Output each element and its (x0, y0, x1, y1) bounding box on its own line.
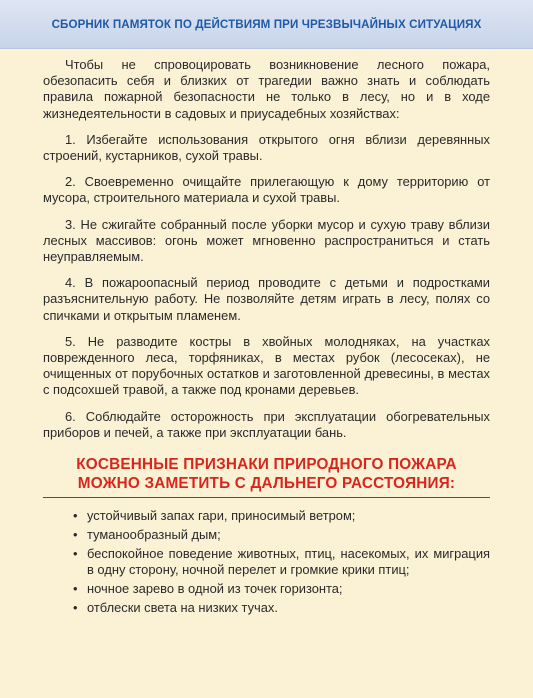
sign-text: ночное зарево в одной из точек горизонта; (87, 581, 343, 597)
list-item (43, 600, 490, 617)
rule-item: 5. Не разводите костры в хвойных молодняках, на участках поврежденного леса, торфяниках, в местах рубок (лесосеках), не очищенных от порубочных остатков и заготовленной древесины, в местах с подсохшей травой, а также под кронами деревьев. (43, 333, 490, 398)
bullet-icon: • (73, 600, 78, 616)
list-item (43, 527, 490, 544)
intro-paragraph: Чтобы не спровоцировать возникновение лесного пожара, обезопасить себя и близких от трагедии важно знать и соблюдать правила пожарной безопасности не только в лесу, но и в ходе жизнедеятельности в садовых и приусадебных хозяйствах: (43, 57, 490, 121)
rule-item: 2. Своевременно очищайте прилегающую к дому территорию от мусора, строительного материала и сухой травы. (43, 174, 490, 206)
divider (43, 497, 490, 498)
bullet-icon: • (73, 526, 78, 542)
rule-item: 6. Соблюдайте осторожность при эксплуатации обогревательных приборов и печей, а также при эксплуатации бань. (43, 408, 490, 440)
list-item (43, 581, 490, 598)
sign-text: туманообразный дым; (87, 526, 221, 542)
rule-item: 3. Не сжигайте собранный после уборки мусор и сухую траву вблизи лесных массивов: огонь может мгновенно распространиться и стать неуправляемым. (43, 216, 490, 265)
signs-list (43, 508, 490, 617)
bullet-icon: • (73, 508, 78, 524)
list-item (43, 508, 490, 525)
header-title: СБОРНИК ПАМЯТОК ПО ДЕЙСТВИЯМ ПРИ ЧРЕЗВЫЧАЙНЫХ СИТУАЦИЯХ (51, 17, 482, 31)
warning-line-1: КОСВЕННЫЕ ПРИЗНАКИ ПРИРОДНОГО ПОЖАРА (76, 456, 457, 474)
header-band (0, 0, 533, 49)
bullet-icon: • (73, 545, 78, 561)
list-item (43, 546, 490, 580)
warning-heading (43, 455, 490, 493)
bullet-icon: • (73, 581, 78, 597)
document-body (0, 49, 533, 617)
rule-item: 4. В пожароопасный период проводите с детьми и подростками разъяснительную работу. Не позволяйте детям играть в лесу, полях со спичками и открытым пламенем. (43, 275, 490, 323)
warning-line-2: МОЖНО ЗАМЕТИТЬ С ДАЛЬНЕГО РАССТОЯНИЯ: (77, 475, 456, 493)
sign-text: устойчивый запах гари, приносимый ветром; (87, 508, 356, 524)
sign-text: беспокойное поведение животных, птиц, насекомых, их миграция в одну сторону, ночной перелет и громкие крики птиц; (87, 545, 490, 578)
sign-text: отблески света на низких тучах. (87, 600, 278, 616)
rule-item: 1. Избегайте использования открытого огня вблизи деревянных строений, кустарников, сухой травы. (43, 131, 490, 164)
